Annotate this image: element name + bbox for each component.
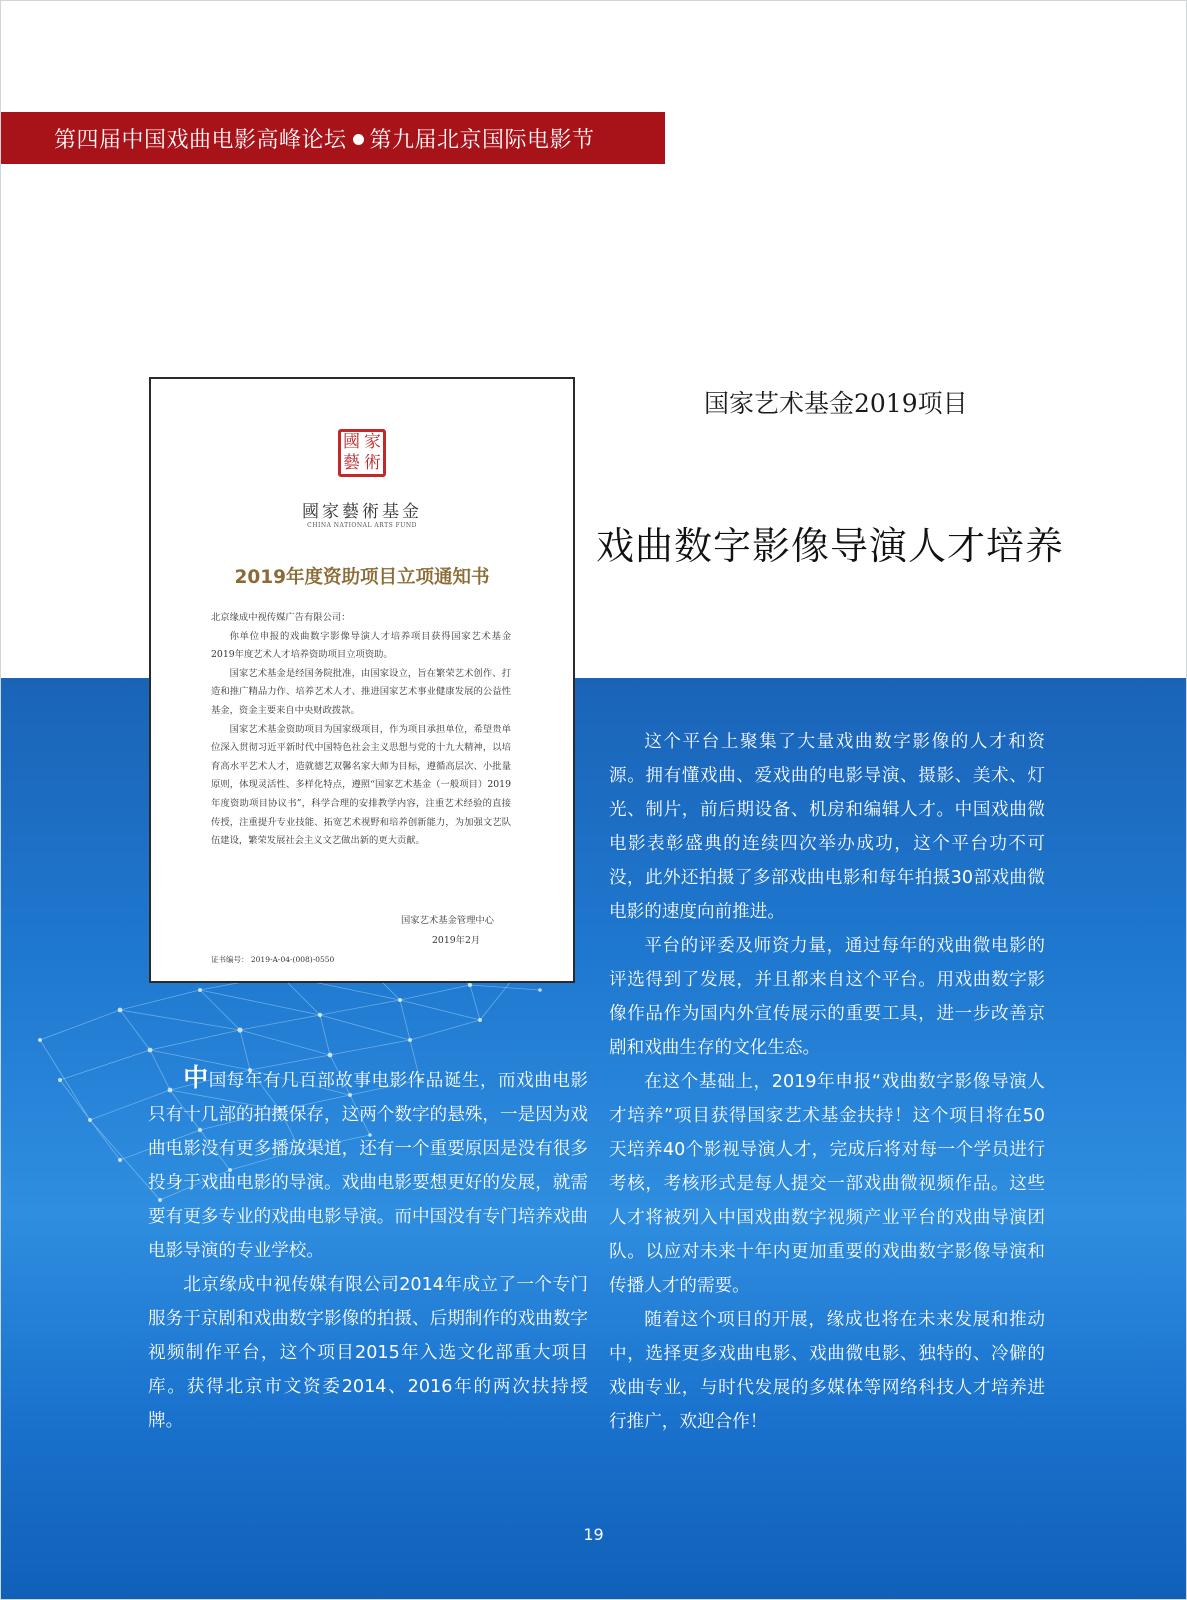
header-left-text: 第四届中国戏曲电影高峰论坛: [54, 127, 347, 153]
header-text: [54, 123, 595, 154]
left-paragraph: 北京缘成中视传媒有限公司2014年成立了一个专门服务于京剧和戏曲数字影像的拍摄、后期制作的戏曲数字视频制作平台，这个项目2015年入选文化部重大项目库。获得北京市文资委2014、2016年的两次扶持授牌。: [148, 1275, 588, 1431]
certificate-signer: 国家艺术基金管理中心: [401, 915, 494, 926]
certificate-body: [211, 609, 511, 851]
certificate-title: 2019年度资助项目立项通知书: [234, 567, 490, 588]
right-paragraph: 随着这个项目的开展，缘成也将在未来发展和推动中，选择更多戏曲电影、戏曲微电影、独特的、冷僻的戏曲专业，与时代发展的多媒体等网络科技人才培养进行推广，欢迎合作！: [609, 1310, 1045, 1432]
seal-char: 國: [343, 432, 360, 452]
certificate-paragraph: 国家艺术基金资助项目为国家级项目，作为项目承担单位，希望贵单位深入贯彻习近平新时代中国特色社会主义思想与党的十九大精神，以培育高水平艺术人才，造就德艺双馨名家大师为目标，遵循高层次、小批量原则，体现灵活性、多样化特点，遵照“国家艺术基金（一般项目）2019年度资助项目协议书”，科学合理的安排教学内容，注重艺术经验的直接传授，注重提升专业技能、拓宽艺术视野和培养创新能力，为加强文艺队伍建设，繁荣发展社会主义文艺做出新的更大贡献。: [211, 723, 511, 847]
right-column: [609, 725, 1045, 1439]
left-column: [148, 1061, 588, 1438]
certificate-org-name-en: CHINA NATIONAL ARTS FUND: [307, 522, 417, 529]
right-paragraph: 这个平台上聚集了大量戏曲数字影像的人才和资源。拥有懂戏曲、爱戏曲的电影导演、摄影、美术、灯光、制片，前后期设备、机房和编辑人才。中国戏曲微电影表彰盛典的连续四次举办成功，这个平台功不可没，此外还拍摄了多部戏曲电影和每年拍摄30部戏曲微电影的速度向前推进。: [609, 732, 1045, 922]
seal-stamp-icon: [338, 429, 386, 477]
left-paragraph: [148, 1061, 588, 1268]
certificate-paragraph: 你单位申报的戏曲数字影像导演人才培养项目获得国家艺术基金2019年度艺术人才培养资助项目立项资助。: [211, 630, 511, 661]
dropcap: 中: [183, 1063, 209, 1092]
certificate-paragraph: 国家艺术基金是经国务院批准，由国家设立，旨在繁荣艺术创作、打造和推广精品力作、培养艺术人才、推进国家艺术事业健康发展的公益性基金，资金主要来自中央财政拨款。: [211, 667, 511, 716]
seal-char: 術: [364, 453, 381, 473]
seal-char: 藝: [343, 453, 360, 473]
left-paragraph-text: 国每年有几百部故事电影作品诞生，而戏曲电影只有十几部的拍摄保存，这两个数字的悬殊，一是因为戏曲电影没有更多播放渠道，还有一个重要原因是没有很多投身于戏曲电影的导演。戏曲电影要想更好的发展，就需要有更多专业的戏曲电影导演。而中国没有专门培养戏曲电影导演的专业学校。: [148, 1071, 588, 1261]
header-bar: [0, 112, 665, 164]
right-paragraph: 平台的评委及师资力量，通过每年的戏曲微电影的评选得到了发展，并且都来自这个平台。用戏曲数字影像作品作为国内外宣传展示的重要工具，进一步改善京剧和戏曲生存的文化生态。: [609, 936, 1045, 1058]
certificate-date: 2019年2月: [432, 935, 481, 946]
right-paragraph: 在这个基础上，2019年申报“戏曲数字影像导演人才培养”项目获得国家艺术基金扶持！这个项目将在50天培养40个影视导演人才，完成后将对每一个学员进行考核，考核形式是每人提交一部戏曲微视频作品。这些人才将被列入中国戏曲数字视频产业平台的戏曲导演团队。以应对未来十年内更加重要的戏曲数字影像导演和传播人才的需要。: [609, 1072, 1045, 1296]
certificate-number: 证书编号： 2019-A-04-(008)-0550: [211, 955, 335, 964]
header-right-text: 第九届北京国际电影节: [369, 127, 595, 153]
certificate-image: [149, 377, 575, 983]
certificate-recipient: 北京缘成中视传媒广告有限公司：: [211, 612, 351, 623]
page-number: 19: [583, 1525, 604, 1544]
header-dot-icon: [353, 134, 364, 145]
certificate-org-name: 國家藝術基金: [302, 502, 422, 522]
seal-char: 家: [364, 432, 381, 452]
certificate-signature: [401, 911, 494, 951]
article-kicker: 国家艺术基金2019项目: [704, 389, 968, 418]
article-title: 戏曲数字影像导演人才培养: [596, 524, 1065, 568]
